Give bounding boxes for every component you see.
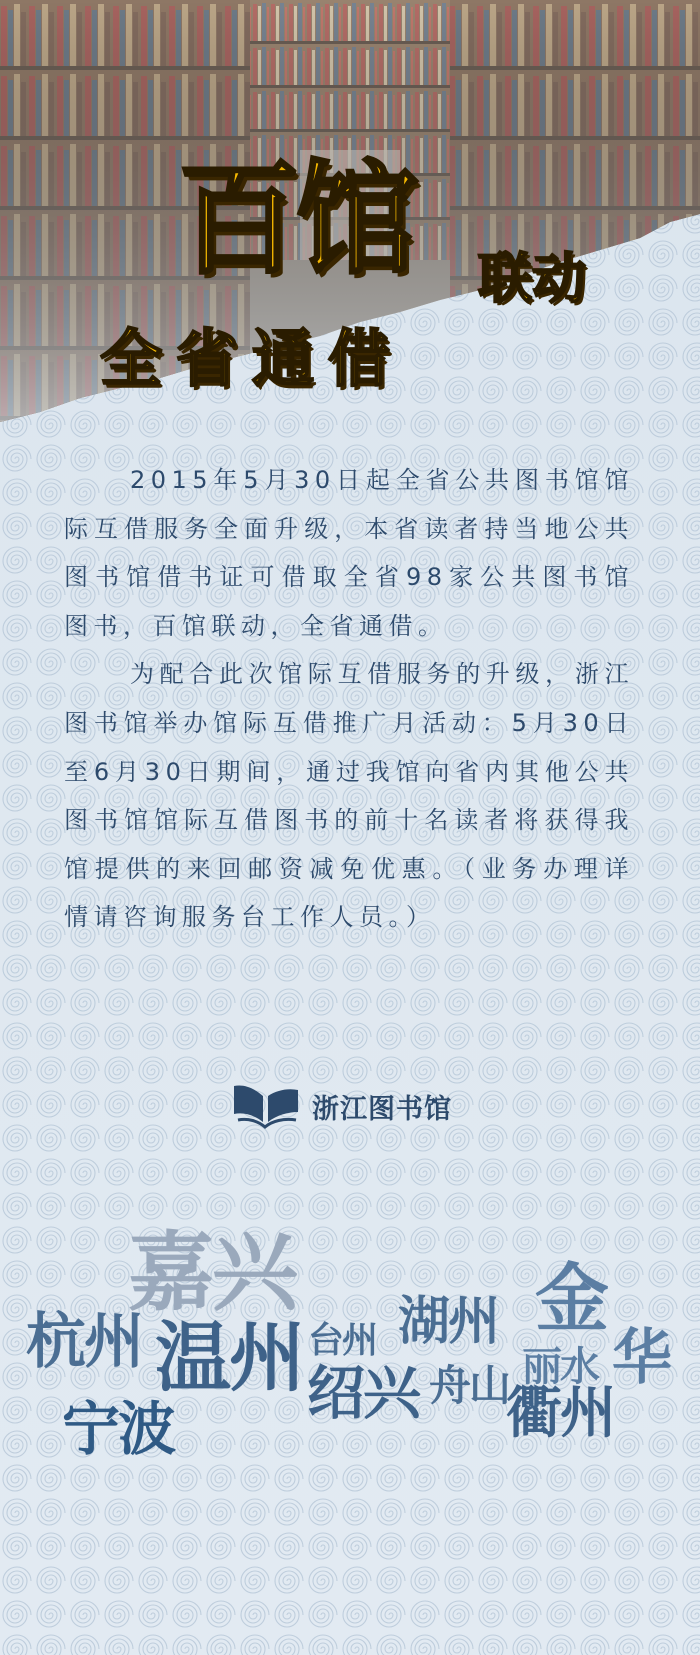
city-huzhou: 湖州 [398, 1291, 499, 1352]
announcement-paragraph: 2015年5月30日起全省公共图书馆馆际互借服务全面升级，本省读者持当地公共图书馆借书证可借取全省98家公共图书馆图书，百馆联动，全省通借。 [64, 466, 634, 640]
city-lishui: 丽水 [522, 1343, 598, 1390]
city-zhoushan: 舟山 [429, 1361, 510, 1410]
city-taizhou: 台州 [308, 1319, 377, 1361]
city-ningbo: 宁波 [62, 1395, 175, 1463]
announcement-text [64, 456, 634, 942]
city-quzhou: 衢州 [506, 1380, 614, 1446]
city-hangzhou: 杭州 [26, 1307, 142, 1377]
poster-title-main: 百馆 [178, 147, 414, 291]
announcement-paragraph: 为配合此次馆际互借服务的升级，浙江图书馆举办馆际互借推广月活动：5月30日至6月30日期间，通过我馆向省内其他公共图书馆馆际互借图书的前十名读者将获得我馆提供的来回邮资减免优惠。（业务办理详情请咨询服务台工作人员。） [64, 660, 634, 932]
city-jiaxing: 嘉兴 [128, 1222, 296, 1323]
city-shaoxing: 绍兴 [307, 1359, 420, 1427]
poster-title-sub: 联动 [478, 247, 586, 310]
city-wenzhou: 温州 [155, 1313, 303, 1402]
poster-title-line2: 全省通借 [100, 322, 405, 395]
city-jinhua-part2: 华 [612, 1323, 670, 1393]
city-jinhua-part1: 金 [535, 1256, 607, 1342]
logo-text: 浙江图书馆 [312, 1093, 452, 1125]
zhejiang-library-logo [232, 1082, 452, 1130]
book-icon [232, 1082, 300, 1130]
